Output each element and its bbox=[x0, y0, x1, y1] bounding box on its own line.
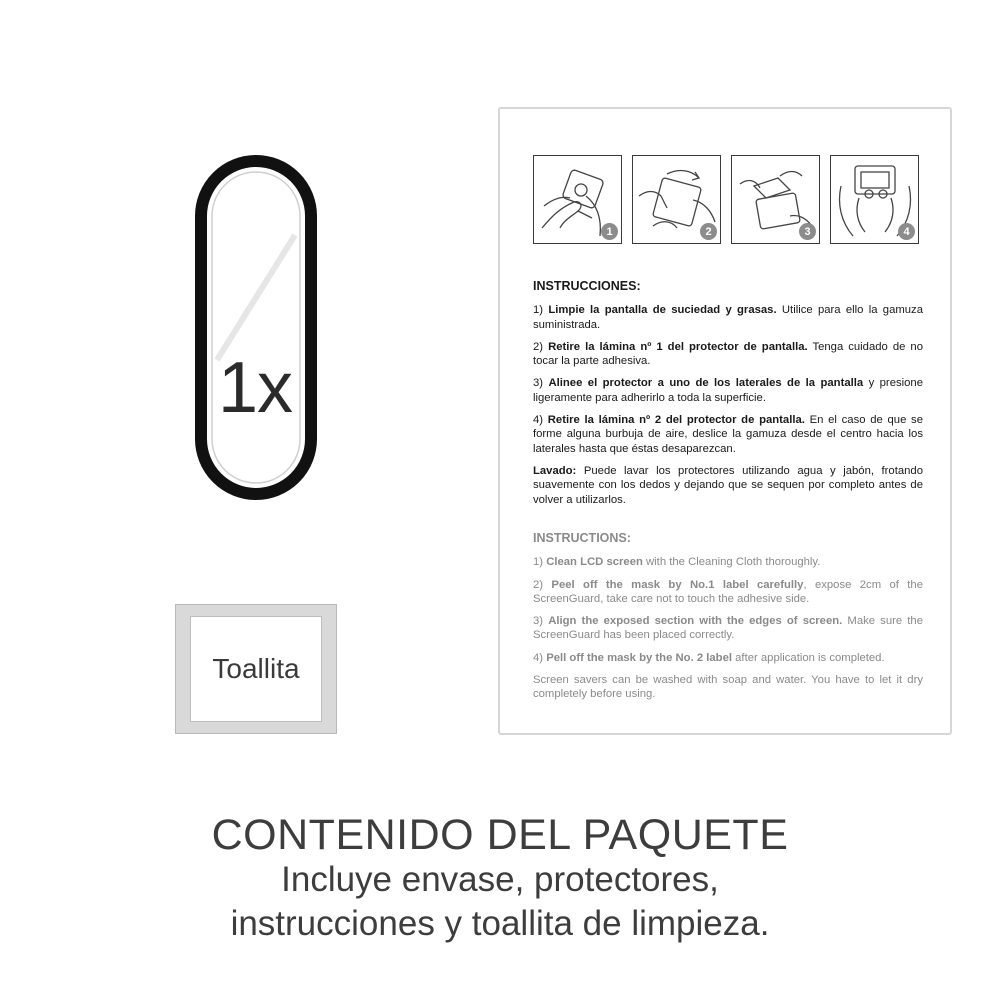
step-number: 3) bbox=[533, 615, 549, 628]
step-emphasis: Retire la lámina nº 2 del protector de pantalla. bbox=[547, 414, 805, 427]
step-number: 4) bbox=[533, 651, 547, 664]
cleaning-cloth-label: Toallita bbox=[212, 653, 300, 684]
instructions-english bbox=[533, 531, 923, 710]
washing-note bbox=[533, 464, 923, 507]
step-text: En el caso de que se forme alguna burbuja de aire, deslice la gamuza desde el centro hacia los laterales hasta que éstas desaparezcan. bbox=[533, 414, 923, 455]
step-3-illustration bbox=[731, 155, 820, 244]
step-emphasis: Align the exposed section with the edges of screen. bbox=[548, 615, 843, 628]
step-number: 1) bbox=[533, 304, 549, 317]
package-contents-title: CONTENIDO DEL PAQUETE bbox=[211, 811, 789, 859]
step-number: 2) bbox=[533, 578, 552, 591]
instruction-step bbox=[533, 303, 923, 332]
step-number: 2) bbox=[533, 340, 549, 353]
instruction-step bbox=[533, 340, 923, 369]
step-text: Utilice para ello la gamuza suministrada. bbox=[533, 304, 923, 331]
package-contents-line-1: Incluye envase, protectores, bbox=[281, 860, 719, 899]
step-4-illustration bbox=[830, 155, 919, 244]
step-emphasis: Limpie la pantalla de suciedad y grasas. bbox=[548, 304, 777, 317]
step-number: 3) bbox=[533, 377, 549, 390]
instructions-spanish bbox=[533, 279, 923, 515]
step-emphasis: Retire la lámina nº 1 del protector de pantalla. bbox=[548, 340, 808, 353]
step-number-badge: 2 bbox=[700, 223, 717, 240]
step-number-badge: 3 bbox=[799, 223, 816, 240]
step-number-badge: 1 bbox=[601, 223, 618, 240]
instructions-spanish-title: INSTRUCCIONES: bbox=[533, 279, 641, 293]
step-1-illustration bbox=[533, 155, 622, 244]
step-emphasis: Alinee el protector a uno de los laterales de la pantalla bbox=[548, 377, 864, 390]
step-text: Tenga cuidado de no tocar la parte adhesiva. bbox=[533, 340, 923, 368]
step-2-illustration bbox=[632, 155, 721, 244]
step-emphasis: Lavado: bbox=[533, 464, 577, 477]
instruction-step bbox=[533, 614, 923, 643]
step-emphasis: Peel off the mask by No.1 label carefully bbox=[551, 578, 804, 591]
cleaning-cloth-inner bbox=[190, 616, 322, 722]
step-text: y presione ligeramente para adherirlo a toda la superficie. bbox=[533, 377, 923, 404]
package-contents-description bbox=[0, 858, 1000, 946]
instruction-step bbox=[533, 376, 923, 405]
instruction-sheet bbox=[498, 107, 952, 735]
step-number: 4) bbox=[533, 414, 548, 427]
step-emphasis: Pell off the mask by the No. 2 label bbox=[546, 651, 733, 664]
instruction-step bbox=[533, 555, 923, 569]
instruction-illustrations bbox=[533, 155, 921, 247]
step-emphasis: Clean LCD screen bbox=[546, 556, 643, 569]
instruction-step bbox=[533, 413, 923, 456]
instruction-step bbox=[533, 578, 923, 607]
screen-protector-image bbox=[195, 155, 317, 500]
washing-note bbox=[533, 673, 923, 702]
instructions-english-title: INSTRUCTIONS: bbox=[533, 531, 631, 545]
step-text: , expose 2cm of the ScreenGuard, take care not to touch the adhesive side. bbox=[533, 578, 923, 605]
step-text: Make sure the ScreenGuard has been placed correctly. bbox=[533, 615, 923, 642]
step-text: with the Cleaning Cloth thoroughly. bbox=[642, 556, 821, 569]
step-text: after application is completed. bbox=[732, 651, 885, 664]
instruction-step bbox=[533, 651, 923, 665]
step-text: Puede lavar los protectores utilizando agua y jabón, frotando suavemente con los dedos y dejando que se sequen por completo antes de volver a utilizarlos. bbox=[533, 464, 923, 506]
step-text: Screen savers can be washed with soap and water. You have to let it dry completely before using. bbox=[533, 674, 923, 701]
step-number-badge: 4 bbox=[898, 223, 915, 240]
package-contents-line-2: instrucciones y toallita de limpieza. bbox=[230, 904, 770, 943]
cleaning-cloth-package bbox=[175, 604, 337, 734]
quantity-label: 1x bbox=[218, 348, 293, 428]
step-number: 1) bbox=[533, 556, 547, 569]
